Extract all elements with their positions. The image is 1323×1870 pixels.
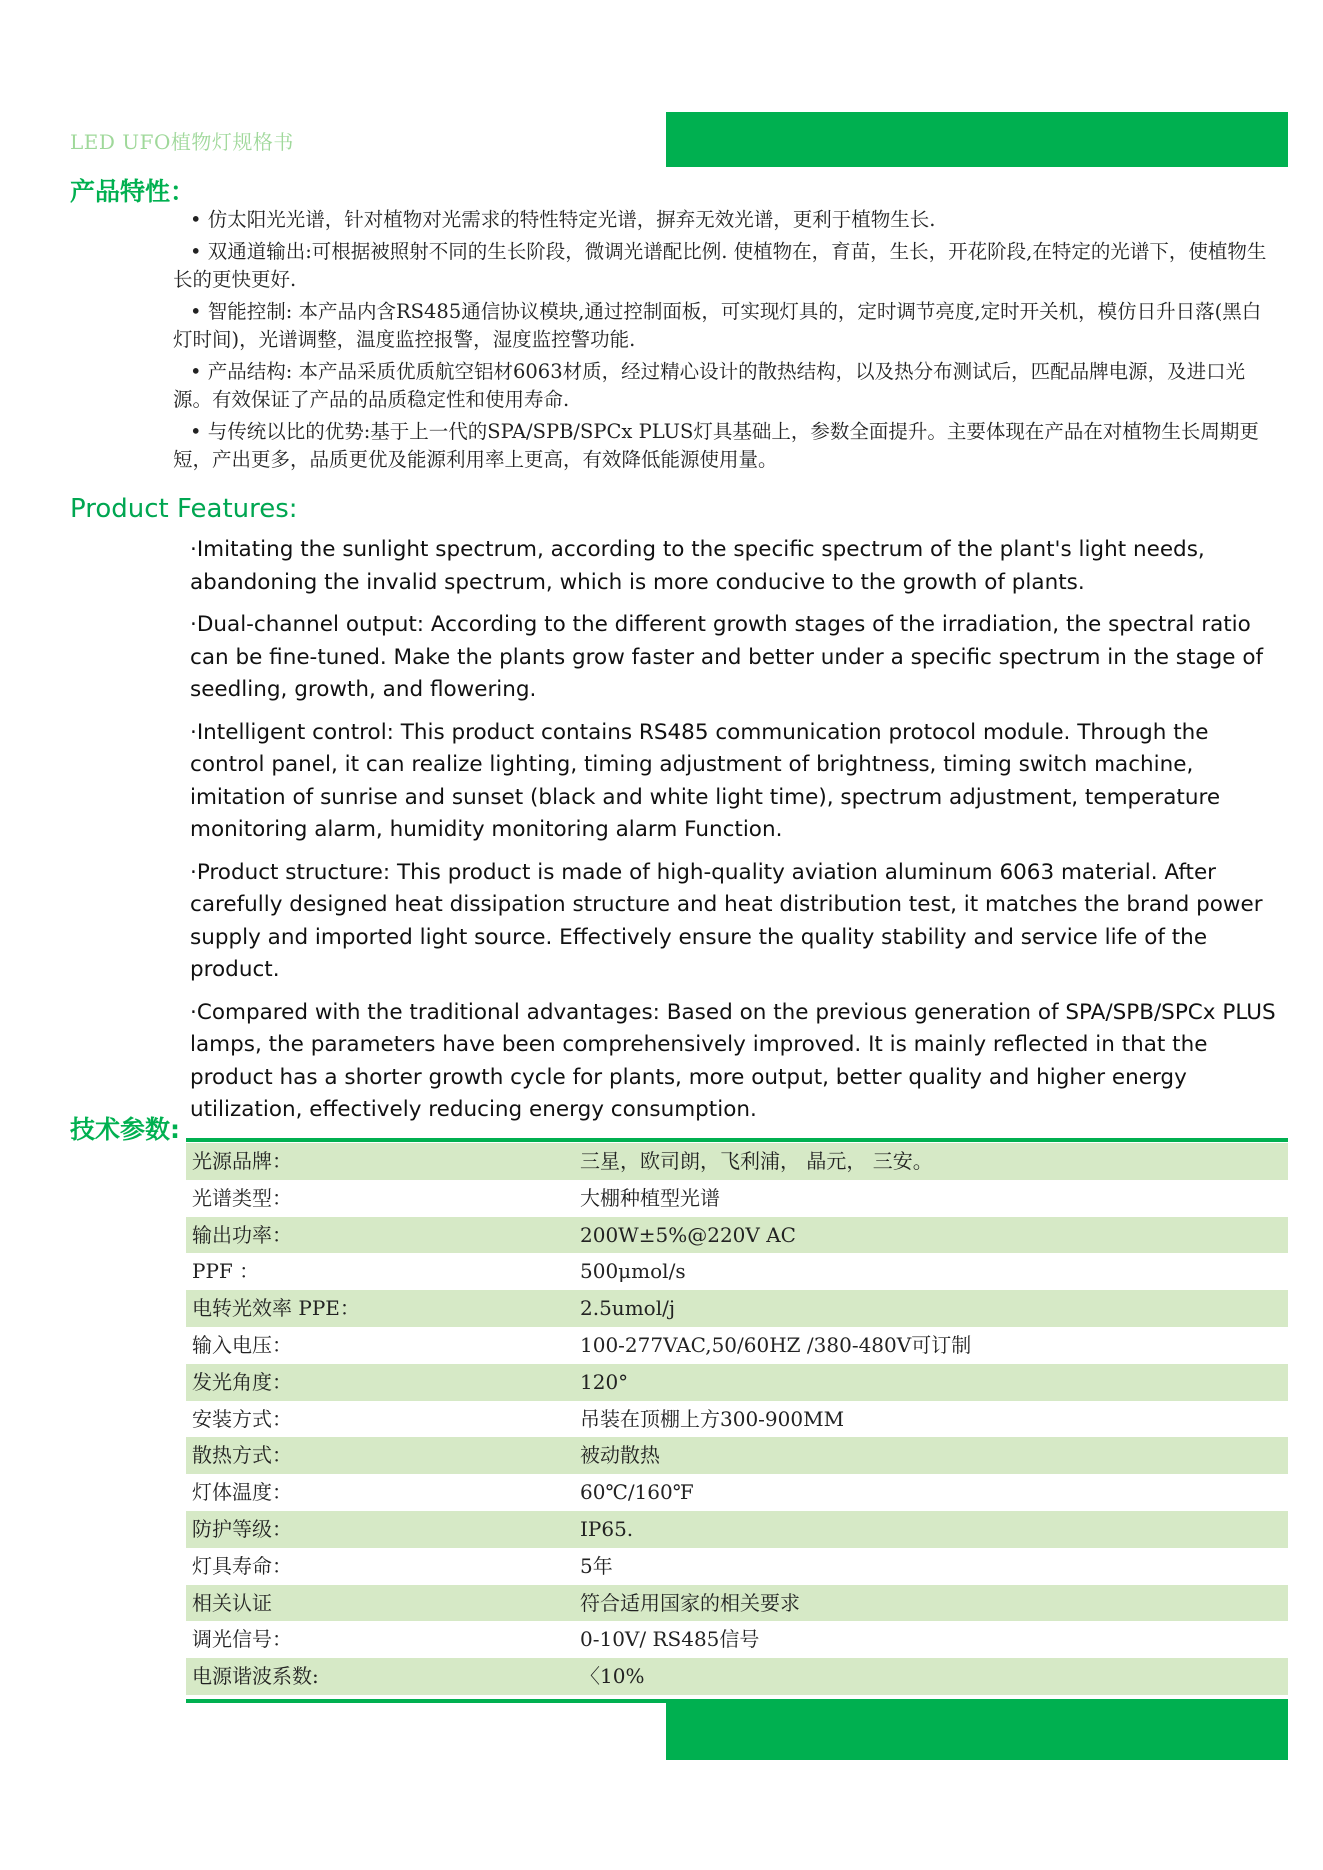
spec-row	[186, 1437, 1288, 1474]
spec-label: 灯具寿命：	[192, 1553, 292, 1578]
spec-row	[186, 1401, 1288, 1438]
spec-row	[186, 1511, 1288, 1548]
tech-params-heading: 技术参数:	[70, 1115, 180, 1144]
en-feature-item: ·Product structure: This product is made of high-quality aviation aluminum 6063 material. After carefully designed heat dissipation structure and heat distribution test, it matches the brand power supply and imported light source. Effectively ensure the quality stability and service life of the product.	[190, 859, 1263, 982]
spec-label: 相关认证	[192, 1590, 272, 1615]
spec-value: 0-10V/ RS485信号	[580, 1627, 760, 1652]
spec-label: 防护等级：	[192, 1516, 292, 1541]
spec-value: 被动散热	[580, 1443, 660, 1468]
spec-label: PPF ：	[192, 1259, 260, 1284]
spec-row	[186, 1658, 1288, 1695]
spec-row	[186, 1364, 1288, 1401]
spec-value: 60℃/160℉	[580, 1480, 694, 1505]
spec-row	[186, 1143, 1288, 1180]
spec-label: 电转光效率 PPE：	[192, 1296, 360, 1321]
cn-feature-item: • 与传统以比的优势:基于上一代的SPA/SPB/SPCx PLUS灯具基础上，参数全面提升。主要体现在产品在对植物生长周期更短，产出更多，品质更优及能源利用率上更高，有效降低能源使用量。	[173, 420, 1259, 471]
en-features-list	[190, 534, 1285, 1137]
spec-row	[186, 1474, 1288, 1511]
en-feature-item: ·Compared with the traditional advantages: Based on the previous generation of SPA/SPB/SPCx PLUS lamps, the parameters have been comprehensively improved. It is mainly reflected in that the product has a shorter growth cycle for plants, more output, better quality and higher energy utilization, effectively reducing energy consumption.	[190, 999, 1276, 1122]
spec-table	[186, 1143, 1288, 1695]
cn-features-list	[173, 206, 1280, 478]
spec-value: 吊装在顶棚上方300-900MM	[580, 1406, 845, 1431]
en-feature-item: ·Dual-channel output: According to the different growth stages of the irradiation, the spectral ratio can be fine-tuned. Make the plants grow faster and better under a specific spectrum in the stage of seedling, growth, and flowering.	[190, 612, 1264, 702]
spec-value: 5年	[580, 1553, 613, 1578]
spec-label: 电源谐波系数:	[192, 1664, 319, 1689]
cn-feature-item: • 产品结构: 本产品采质优质航空铝材6063材质，经过精心设计的散热结构，以及热分布测试后，匹配品牌电源，及进口光源。有效保证了产品的品质稳定性和使用寿命.	[173, 360, 1246, 411]
document-title: LED UFO植物灯规格书	[70, 130, 294, 154]
spec-row	[186, 1180, 1288, 1217]
spec-label: 灯体温度：	[192, 1480, 292, 1505]
tech-heading-rule	[186, 1138, 1288, 1142]
spec-value: 〈10%	[580, 1664, 645, 1689]
spec-row	[186, 1585, 1288, 1622]
cn-feature-item: • 双通道输出:可根据被照射不同的生长阶段，微调光谱配比例. 使植物在，育苗，生长，开花阶段,在特定的光谱下，使植物生长的更快更好.	[173, 240, 1267, 291]
spec-value: 500μmol/s	[580, 1259, 686, 1284]
header-green-bar	[666, 112, 1288, 167]
cn-feature-item: • 智能控制: 本产品内含RS485通信协议模块,通过控制面板，可实现灯具的，定时调节亮度,定时开关机，模仿日升日落(黑白灯时间)，光谱调整，温度监控报警，湿度监控警功能.	[173, 300, 1262, 351]
spec-value: 三星，欧司朗，飞利浦， 晶元， 三安。	[580, 1149, 933, 1173]
spec-row	[186, 1217, 1288, 1254]
spec-value: 符合适用国家的相关要求	[580, 1590, 800, 1615]
spec-row	[186, 1621, 1288, 1658]
spec-label: 输入电压：	[192, 1332, 292, 1357]
spec-label: 光谱类型：	[192, 1185, 292, 1210]
cn-feature-item: • 仿太阳光光谱，针对植物对光需求的特性特定光谱，摒弃无效光谱，更利于植物生长.	[190, 208, 936, 231]
spec-row	[186, 1548, 1288, 1585]
en-feature-item: ·Intelligent control: This product contains RS485 communication protocol module. Through the control panel, it can realize lighting, timing adjustment of brightness, timing switch machine, imitation of sunrise and sunset (black and white light time), spectrum adjustment, temperature monitoring alarm, humidity monitoring alarm Function.	[190, 719, 1221, 842]
en-feature-item: ·Imitating the sunlight spectrum, according to the specific spectrum of the plant's light needs, abandoning the invalid spectrum, which is more conducive to the growth of plants.	[190, 537, 1205, 595]
spec-value: 大棚种植型光谱	[580, 1185, 720, 1210]
spec-value: 120°	[580, 1369, 629, 1394]
spec-row	[186, 1253, 1288, 1290]
spec-label: 调光信号：	[192, 1627, 292, 1652]
spec-label: 输出功率：	[192, 1222, 292, 1247]
spec-label: 发光角度：	[192, 1369, 292, 1394]
spec-row	[186, 1290, 1288, 1327]
spec-label: 光源品牌：	[192, 1149, 292, 1173]
spec-value: 100-277VAC,50/60HZ /380-480V可订制	[580, 1332, 972, 1357]
spec-label: 散热方式：	[192, 1443, 292, 1468]
footer-green-bar	[666, 1703, 1288, 1760]
cn-features-heading: 产品特性：	[70, 177, 196, 206]
spec-row	[186, 1327, 1288, 1364]
en-features-heading: Product Features:	[70, 494, 298, 524]
spec-value: 2.5umol/j	[580, 1296, 676, 1321]
spec-value: IP65.	[580, 1516, 634, 1541]
spec-value: 200W±5%@220V AC	[580, 1222, 796, 1247]
spec-label: 安装方式：	[192, 1406, 292, 1431]
